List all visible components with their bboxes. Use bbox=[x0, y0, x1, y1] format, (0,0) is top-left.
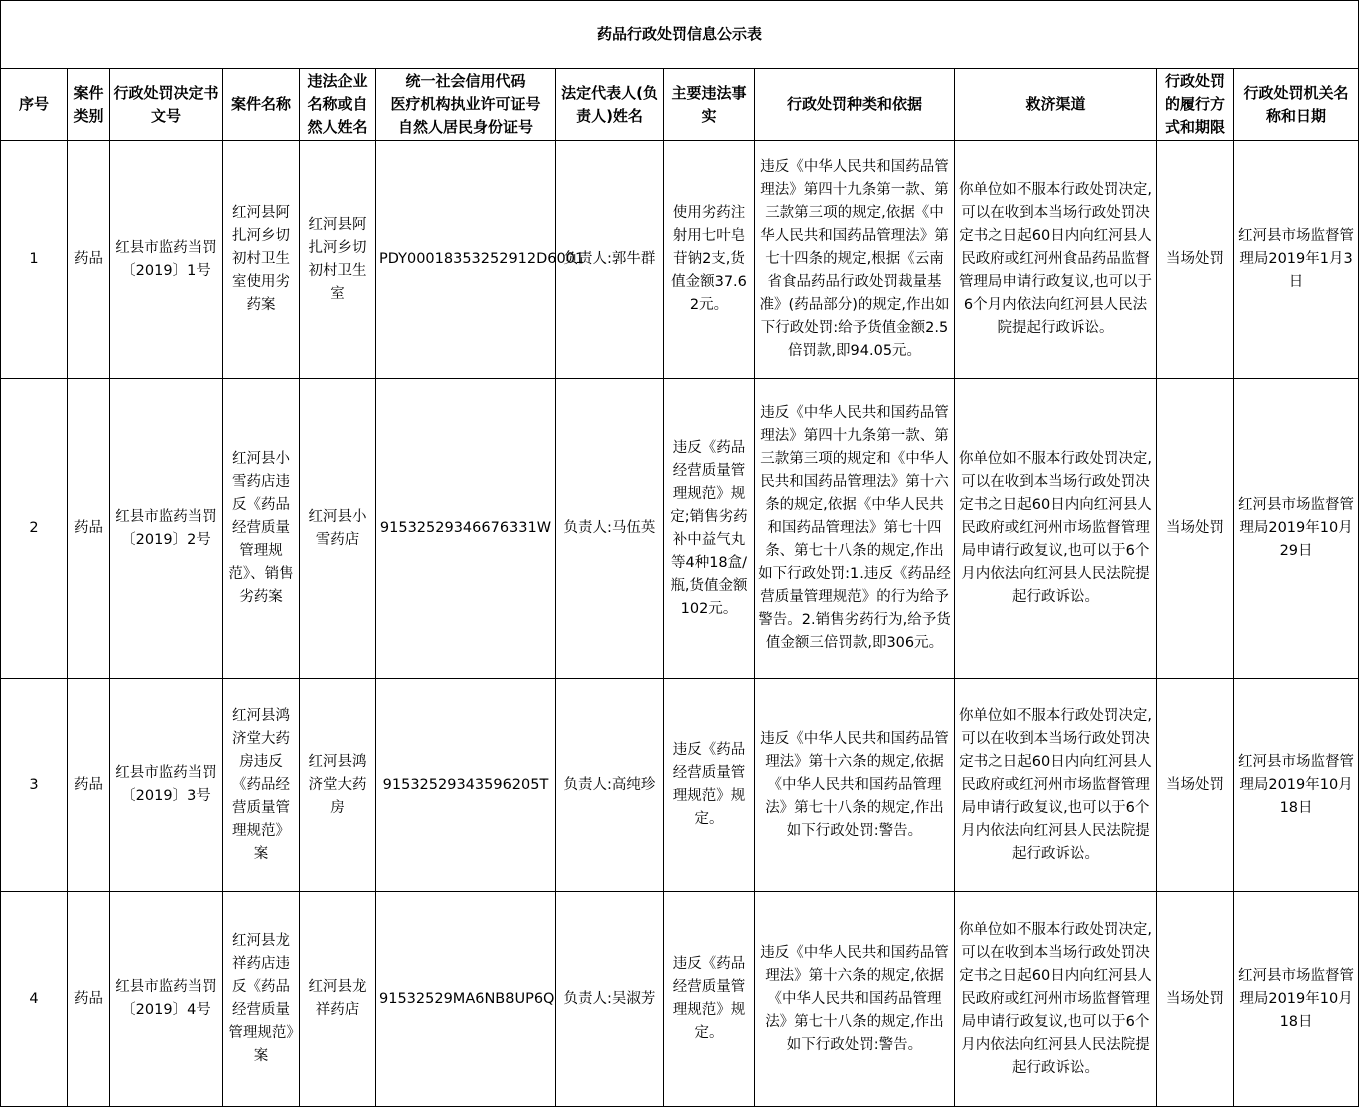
cell-case-name: 红河县阿扎河乡切初村卫生室使用劣药案 bbox=[223, 141, 300, 379]
cell-penalty: 违反《中华人民共和国药品管理法》第十六条的规定,依据《中华人民共和国药品管理法》第七十八条的规定,作出如下行政处罚:警告。 bbox=[755, 892, 955, 1107]
cell-method: 当场处罚 bbox=[1157, 141, 1234, 379]
cell-rep: 负责人:马伍英 bbox=[556, 379, 664, 679]
cell-no: 3 bbox=[1, 679, 68, 892]
col-header-doc-no: 行政处罚决定书文号 bbox=[110, 69, 223, 141]
cell-doc-no: 红县市监药当罚〔2019〕1号 bbox=[110, 141, 223, 379]
cell-code: 91532529MA6NB8UP6Q bbox=[376, 892, 556, 1107]
cell-case-name: 红河县鸿济堂大药房违反《药品经营质量管理规范》案 bbox=[223, 679, 300, 892]
header-row bbox=[1, 69, 1359, 141]
cell-method: 当场处罚 bbox=[1157, 679, 1234, 892]
cell-penalty: 违反《中华人民共和国药品管理法》第四十九条第一款、第三款第三项的规定,依据《中华人民共和国药品管理法》第七十四条的规定,根据《云南省食品药品行政处罚裁量基准》(药品部分)的规定,作出如下行政处罚:给予货值金额2.5倍罚款,即94.05元。 bbox=[755, 141, 955, 379]
cell-rep: 负责人:高纯珍 bbox=[556, 679, 664, 892]
cell-category: 药品 bbox=[68, 892, 110, 1107]
cell-facts: 违反《药品经营质量管理规范》规定。 bbox=[664, 679, 755, 892]
cell-authority: 红河县市场监督管理局2019年10月29日 bbox=[1234, 379, 1359, 679]
col-header-code: 统一社会信用代码 医疗机构执业许可证号 自然人居民身份证号 bbox=[376, 69, 556, 141]
col-header-party: 违法企业名称或自然人姓名 bbox=[300, 69, 376, 141]
cell-remedy: 你单位如不服本行政处罚决定,可以在收到本当场行政处罚决定书之日起60日内向红河县人民政府或红河州市场监督管理局申请行政复议,也可以于6个月内依法向红河县人民法院提起行政诉讼。 bbox=[955, 679, 1157, 892]
cell-rep: 负责人:郭牛群 bbox=[556, 141, 664, 379]
cell-party: 红河县龙祥药店 bbox=[300, 892, 376, 1107]
cell-doc-no: 红县市监药当罚〔2019〕3号 bbox=[110, 679, 223, 892]
cell-party: 红河县小雪药店 bbox=[300, 379, 376, 679]
cell-authority: 红河县市场监督管理局2019年10月18日 bbox=[1234, 892, 1359, 1107]
col-header-no: 序号 bbox=[1, 69, 68, 141]
col-header-penalty: 行政处罚种类和依据 bbox=[755, 69, 955, 141]
cell-rep: 负责人:吴淑芳 bbox=[556, 892, 664, 1107]
cell-doc-no: 红县市监药当罚〔2019〕2号 bbox=[110, 379, 223, 679]
cell-remedy: 你单位如不服本行政处罚决定,可以在收到本当场行政处罚决定书之日起60日内向红河县人民政府或红河州市场监督管理局申请行政复议,也可以于6个月内依法向红河县人民法院提起行政诉讼。 bbox=[955, 892, 1157, 1107]
cell-remedy: 你单位如不服本行政处罚决定,可以在收到本当场行政处罚决定书之日起60日内向红河县人民政府或红河州市场监督管理局申请行政复议,也可以于6个月内依法向红河县人民法院提起行政诉讼。 bbox=[955, 379, 1157, 679]
cell-code: 91532529343596205T bbox=[376, 679, 556, 892]
col-header-remedy: 救济渠道 bbox=[955, 69, 1157, 141]
cell-penalty: 违反《中华人民共和国药品管理法》第十六条的规定,依据《中华人民共和国药品管理法》第七十八条的规定,作出如下行政处罚:警告。 bbox=[755, 679, 955, 892]
table-row bbox=[1, 379, 1359, 679]
col-header-method: 行政处罚的履行方式和期限 bbox=[1157, 69, 1234, 141]
cell-party: 红河县鸿济堂大药房 bbox=[300, 679, 376, 892]
cell-method: 当场处罚 bbox=[1157, 379, 1234, 679]
cell-method: 当场处罚 bbox=[1157, 892, 1234, 1107]
col-header-rep: 法定代表人(负责人)姓名 bbox=[556, 69, 664, 141]
cell-case-name: 红河县龙祥药店违反《药品经营质量管理规范》案 bbox=[223, 892, 300, 1107]
cell-no: 2 bbox=[1, 379, 68, 679]
cell-case-name: 红河县小雪药店违反《药品经营质量管理规范》、销售劣药案 bbox=[223, 379, 300, 679]
cell-party: 红河县阿扎河乡切初村卫生室 bbox=[300, 141, 376, 379]
cell-facts: 使用劣药注射用七叶皂苷钠2支,货值金额37.62元。 bbox=[664, 141, 755, 379]
cell-remedy: 你单位如不服本行政处罚决定,可以在收到本当场行政处罚决定书之日起60日内向红河县人民政府或红河州食品药品监督管理局申请行政复议,也可以于6个月内依法向红河县人民法院提起行政诉讼。 bbox=[955, 141, 1157, 379]
table-title: 药品行政处罚信息公示表 bbox=[1, 1, 1359, 69]
cell-facts: 违反《药品经营质量管理规范》规定。 bbox=[664, 892, 755, 1107]
cell-authority: 红河县市场监督管理局2019年10月18日 bbox=[1234, 679, 1359, 892]
table-row bbox=[1, 679, 1359, 892]
col-header-category: 案件类别 bbox=[68, 69, 110, 141]
cell-category: 药品 bbox=[68, 141, 110, 379]
cell-authority: 红河县市场监督管理局2019年1月3日 bbox=[1234, 141, 1359, 379]
cell-code: PDY00018353252912D6001 bbox=[376, 141, 556, 379]
cell-no: 4 bbox=[1, 892, 68, 1107]
cell-penalty: 违反《中华人民共和国药品管理法》第四十九条第一款、第三款第三项的规定和《中华人民共和国药品管理法》第十六条的规定,依据《中华人民共和国药品管理法》第七十四条、第七十八条的规定,作出如下行政处罚:1.违反《药品经营质量管理规范》的行为给予警告。2.销售劣药行为,给予货值金额三倍罚款,即306元。 bbox=[755, 379, 955, 679]
table-row bbox=[1, 892, 1359, 1107]
cell-code: 91532529346676331W bbox=[376, 379, 556, 679]
col-header-case-name: 案件名称 bbox=[223, 69, 300, 141]
cell-facts: 违反《药品经营质量管理规范》规定;销售劣药补中益气丸等4种18盒/瓶,货值金额102元。 bbox=[664, 379, 755, 679]
cell-doc-no: 红县市监药当罚〔2019〕4号 bbox=[110, 892, 223, 1107]
cell-category: 药品 bbox=[68, 679, 110, 892]
col-header-facts: 主要违法事实 bbox=[664, 69, 755, 141]
cell-category: 药品 bbox=[68, 379, 110, 679]
cell-no: 1 bbox=[1, 141, 68, 379]
col-header-authority: 行政处罚机关名称和日期 bbox=[1234, 69, 1359, 141]
table-row bbox=[1, 141, 1359, 379]
